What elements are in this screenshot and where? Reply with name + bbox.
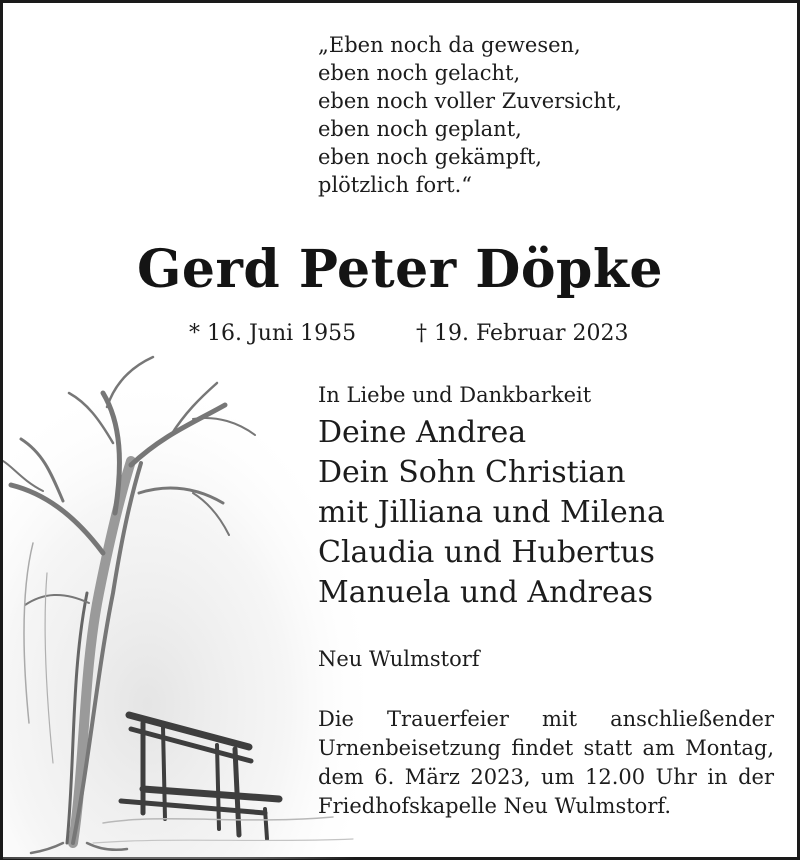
poem-line: „Eben noch da gewesen, [318,33,581,57]
mourner-name: Manuela und Andreas [318,575,653,610]
mourner-name: mit Jilliana und Milena [318,495,665,530]
poem-line: plötzlich fort.“ [318,173,473,197]
location: Neu Wulmstorf [318,647,480,671]
death-date: † 19. Februar 2023 [416,321,629,346]
mourner-name: Claudia und Hubertus [318,535,655,570]
mourner-name: Dein Sohn Christian [318,455,626,490]
poem-line: eben noch geplant, [318,117,522,141]
tree-and-bench-illustration [3,343,363,859]
mourner-name: Deine Andrea [318,415,527,450]
poem-line: eben noch gekämpft, [318,145,542,169]
poem-line: eben noch gelacht, [318,61,521,85]
funeral-notice: Die Trauerfeier mit anschließender Urnenbeisetzung findet statt am Montag, dem 6. März 2023, um 12.00 Uhr in der Friedhofskapelle Neu Wulmstorf. [318,707,774,818]
birth-date: * 16. Juni 1955 [189,321,357,346]
poem [318,31,622,199]
mourners-intro: In Liebe und Dankbarkeit [318,383,592,407]
mourners-list [318,413,665,613]
poem-line: eben noch voller Zuversicht, [318,89,623,113]
deceased-name: Gerd Peter Döpke [137,239,663,300]
